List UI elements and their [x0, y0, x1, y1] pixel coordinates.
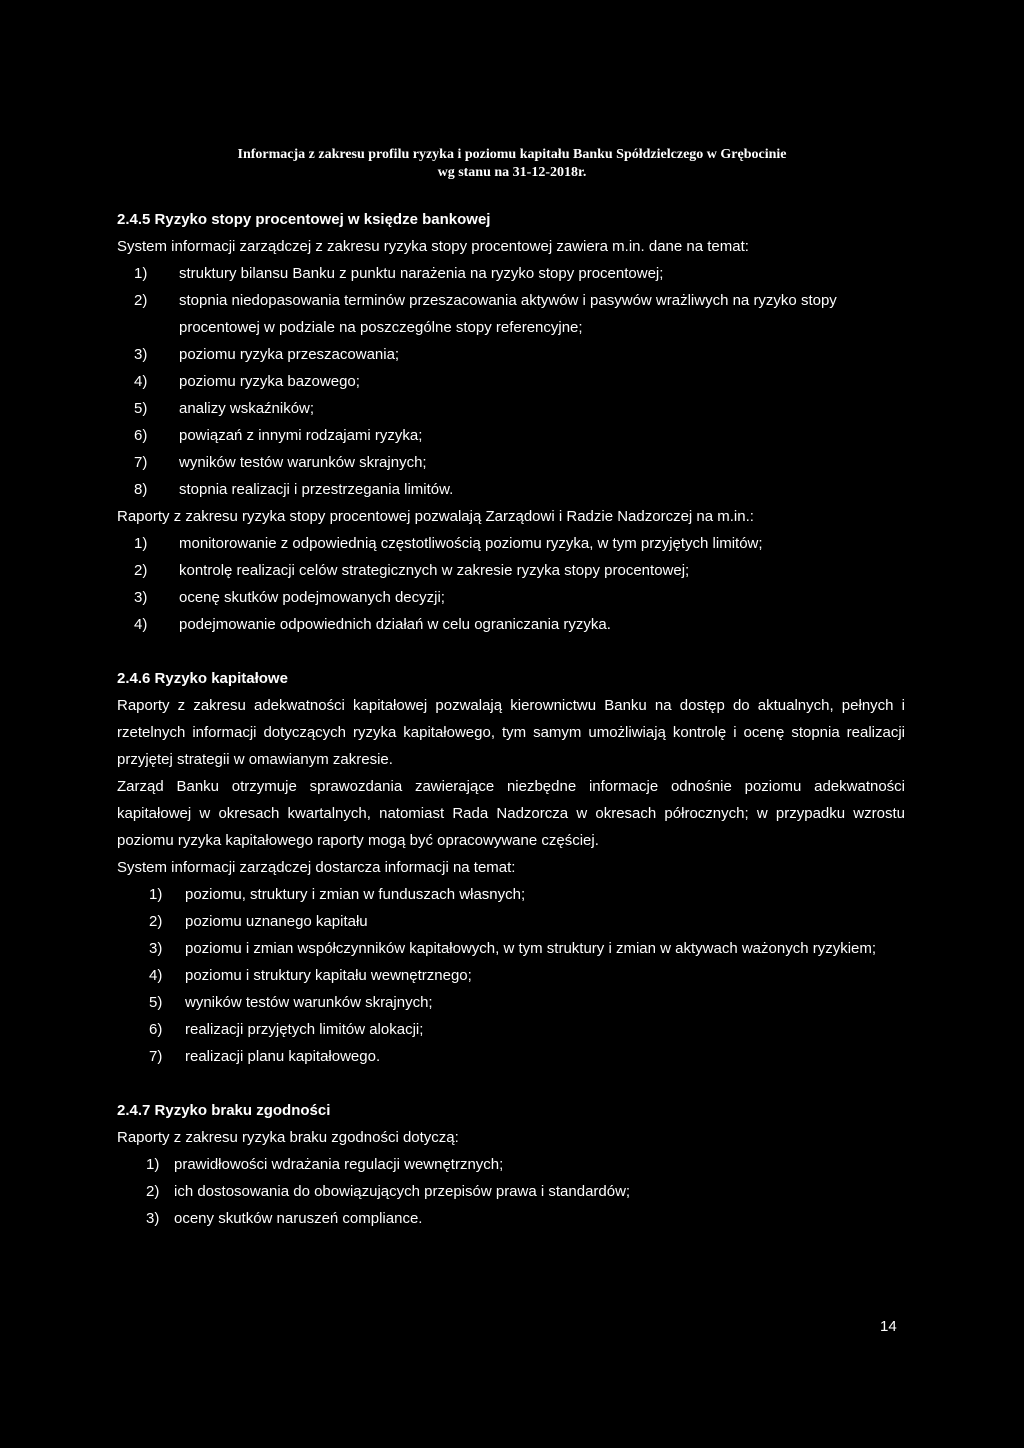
list-item [117, 1016, 905, 1043]
list-item [117, 1205, 905, 1232]
list-item [117, 908, 905, 935]
list-item [117, 962, 905, 989]
list-item-text: poziomu, struktury i zmian w funduszach własnych; [185, 886, 526, 903]
list-item-number: 2) [149, 913, 163, 930]
list-item [117, 449, 905, 476]
list-item-number: 1) [149, 886, 163, 903]
list-item-number: 4) [149, 967, 163, 984]
document-header [0, 146, 1024, 182]
list-item-number: 4) [134, 373, 148, 390]
section-heading-2-4-5: 2.4.5 Ryzyko stopy procentowej w księdze bankowej [117, 211, 491, 228]
list-item [117, 422, 905, 449]
list-item-text: ocenę skutków podejmowanych decyzji; [179, 589, 445, 606]
list-item [117, 260, 905, 287]
list-item-text: analizy wskaźników; [179, 400, 315, 417]
list-item-text: poziomu uznanego kapitału [185, 913, 368, 930]
list-item [117, 530, 905, 557]
list-item-text: kontrolę realizacji celów strategicznych w zakresie ryzyka stopy procentowej; [179, 562, 690, 579]
list-item-number: 4) [134, 616, 148, 633]
list-item [117, 881, 905, 908]
list-item-text: poziomu i zmian współczynników kapitałowych, w tym struktury i zmian w aktywach ważonych ryzykiem; [185, 940, 877, 957]
list-item-text: ich dostosowania do obowiązujących przepisów prawa i standardów; [174, 1183, 631, 1200]
section-2-4-6-paragraph-1: Raporty z zakresu adekwatności kapitałowej pozwalają kierownictwu Banku na dostęp do aktualnych, pełnych i rzetelnych informacji dotyczących ryzyka kapitałowego, tym samym umożliwiają kontrolę i ocenę stopnia realizacji przyjętej strategii w omawianym zakresie. [117, 697, 905, 768]
list-item-number: 2) [134, 562, 148, 579]
list-item-number: 3) [134, 589, 148, 606]
list-item [117, 395, 905, 422]
section-2-4-6-intro: System informacji zarządczej dostarcza informacji na temat: [117, 859, 516, 876]
list-item [117, 611, 905, 638]
list-item-text: prawidłowości wdrażania regulacji wewnętrznych; [174, 1156, 504, 1173]
list-item-text: podejmowanie odpowiednich działań w celu ograniczania ryzyka. [179, 616, 611, 633]
list-item [117, 1151, 905, 1178]
list-item-text: poziomu i struktury kapitału wewnętrznego; [185, 967, 472, 984]
section-2-4-5-reports-list [117, 530, 905, 638]
section-2-4-5-intro: System informacji zarządczej z zakresu ryzyka stopy procentowej zawiera m.in. dane na temat: [117, 238, 749, 255]
page-number: 14 [880, 1318, 897, 1335]
list-item-number: 3) [146, 1210, 160, 1227]
list-item-number: 3) [134, 346, 148, 363]
list-item-number: 6) [134, 427, 148, 444]
list-item-number: 2) [134, 292, 148, 309]
list-item-number: 3) [149, 940, 163, 957]
list-item-number: 7) [149, 1048, 163, 1065]
section-2-4-7-list [117, 1151, 905, 1232]
list-item-number: 8) [134, 481, 148, 498]
list-item [117, 476, 905, 503]
section-2-4-6-paragraph-2: Zarząd Banku otrzymuje sprawozdania zawierające niezbędne informacje odnośnie poziomu adekwatności kapitałowej w okresach kwartalnych, natomiast Rada Nadzorcza w okresach półrocznych; w przypadku wzrostu poziomu ryzyka kapitałowego raporty mogą być opracowywane częściej. [117, 778, 905, 849]
section-2-4-7-intro: Raporty z zakresu ryzyka braku zgodności dotyczą: [117, 1129, 459, 1146]
section-spacer [117, 1070, 905, 1097]
list-item [117, 584, 905, 611]
section-spacer [117, 638, 905, 665]
list-item-text: oceny skutków naruszeń compliance. [174, 1210, 423, 1227]
list-item-number: 2) [146, 1183, 160, 1200]
document-body [117, 206, 905, 1232]
list-item-text: wyników testów warunków skrajnych; [185, 994, 433, 1011]
list-item-number: 1) [134, 535, 148, 552]
section-2-4-6-list [117, 881, 905, 1070]
list-item [117, 287, 905, 341]
header-title: Informacja z zakresu profilu ryzyka i poziomu kapitału Banku Spółdzielczego w Grębocinie [237, 147, 787, 162]
section-heading-2-4-6: 2.4.6 Ryzyko kapitałowe [117, 670, 288, 687]
section-2-4-5-reports-intro: Raporty z zakresu ryzyka stopy procentowej pozwalają Zarządowi i Radzie Nadzorczej na m.in.: [117, 508, 754, 525]
list-item-text: realizacji przyjętych limitów alokacji; [185, 1021, 424, 1038]
section-2-4-5-list [117, 260, 905, 503]
list-item-number: 1) [134, 265, 148, 282]
list-item-number: 6) [149, 1021, 163, 1038]
list-item-text: monitorowanie z odpowiednią częstotliwością poziomu ryzyka, w tym przyjętych limitów; [179, 535, 763, 552]
list-item-number: 7) [134, 454, 148, 471]
list-item-number: 5) [134, 400, 148, 417]
header-date: wg stanu na 31-12-2018r. [437, 165, 587, 180]
list-item-number: 5) [149, 994, 163, 1011]
list-item-text: wyników testów warunków skrajnych; [179, 454, 427, 471]
list-item-number: 1) [146, 1156, 160, 1173]
list-item-text: powiązań z innymi rodzajami ryzyka; [179, 427, 423, 444]
list-item [117, 1043, 905, 1070]
list-item [117, 1178, 905, 1205]
list-item [117, 557, 905, 584]
list-item [117, 341, 905, 368]
list-item-text: struktury bilansu Banku z punktu narażenia na ryzyko stopy procentowej; [179, 265, 664, 282]
section-heading-2-4-7: 2.4.7 Ryzyko braku zgodności [117, 1102, 331, 1119]
list-item [117, 935, 905, 962]
list-item [117, 989, 905, 1016]
list-item-text: poziomu ryzyka przeszacowania; [179, 346, 400, 363]
list-item-text: poziomu ryzyka bazowego; [179, 373, 360, 390]
list-item-text: stopnia niedopasowania terminów przeszacowania aktywów i pasywów wrażliwych na ryzyko stopy procentowej w podziale na poszczególne stopy referencyjne; [179, 292, 837, 336]
list-item [117, 368, 905, 395]
list-item-text: stopnia realizacji i przestrzegania limitów. [179, 481, 454, 498]
list-item-text: realizacji planu kapitałowego. [185, 1048, 381, 1065]
